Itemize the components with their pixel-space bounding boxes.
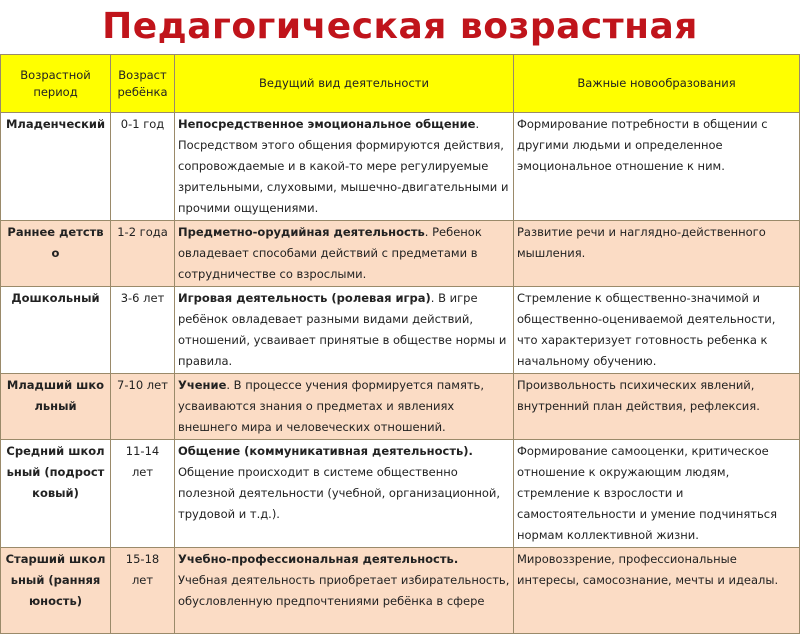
row-period: Раннее детство: [1, 221, 111, 287]
age-periodization-table: [0, 54, 800, 634]
row-period: Младенческий: [1, 113, 111, 221]
activity-description: Общение происходит в системе общественно полезной деятельности (учебной, организационной, трудовой и т.д.).: [178, 465, 501, 521]
row-formations: Развитие речи и наглядно-действенного мышления.: [514, 221, 800, 287]
row-age: 7-10 лет: [111, 374, 175, 440]
activity-title: Общение (коммуникативная деятельность).: [178, 444, 473, 458]
row-activity: [175, 548, 514, 634]
row-period: Старший школьный (ранняя юность): [1, 548, 111, 634]
table-row: [1, 113, 800, 221]
table-row: [1, 548, 800, 634]
row-age: 11-14 лет: [111, 440, 175, 548]
row-formations: Формирование потребности в общении с другими людьми и определенное эмоциональное отношение к ним.: [514, 113, 800, 221]
table-row: [1, 287, 800, 374]
row-age: 3-6 лет: [111, 287, 175, 374]
activity-title: Учение: [178, 378, 227, 392]
table-header-row: [1, 55, 800, 113]
row-activity: [175, 113, 514, 221]
activity-description: Учебная деятельность приобретает избирательность, обусловленную предпочтениями ребёнка в сфере: [178, 573, 510, 608]
activity-title: Непосредственное эмоциональное общение: [178, 117, 476, 131]
activity-title: Учебно-профессиональная деятельность.: [178, 552, 459, 566]
activity-title: Игровая деятельность (ролевая игра): [178, 291, 431, 305]
header-child-age: Возраст ребёнка: [111, 55, 175, 113]
header-age-period: Возрастной период: [1, 55, 111, 113]
row-activity: [175, 221, 514, 287]
row-formations: Стремление к общественно-значимой и общественно-оцениваемой деятельности, что характеризует готовность ребенка к начальному обучению.: [514, 287, 800, 374]
row-period: Средний школьный (подростковый): [1, 440, 111, 548]
activity-description: . Ребенок овладевает способами действий с предметами в сотрудничестве со взрослыми.: [178, 225, 482, 281]
header-new-formations: Важные новообразования: [514, 55, 800, 113]
row-formations: Мировоззрение, профессиональные интересы, самосознание, мечты и идеалы.: [514, 548, 800, 634]
row-age: 15-18 лет: [111, 548, 175, 634]
row-age: 0-1 год: [111, 113, 175, 221]
table-row: [1, 374, 800, 440]
header-leading-activity: Ведущий вид деятельности: [175, 55, 514, 113]
row-formations: Формирование самооценки, критическое отношение к окружающим людям, стремление к взрослости и самостоятельности и умение подчиняться нормам коллективной жизни.: [514, 440, 800, 548]
row-activity: [175, 287, 514, 374]
page-title: Педагогическая возрастная: [102, 6, 698, 47]
row-activity: [175, 440, 514, 548]
row-period: Дошкольный: [1, 287, 111, 374]
table-row: [1, 440, 800, 548]
activity-title: Предметно-орудийная деятельность: [178, 225, 425, 239]
row-activity: [175, 374, 514, 440]
activity-description: . В игре ребёнок овладевает разными видами действий, отношений, усваивает принятые в обществе нормы и правила.: [178, 291, 507, 368]
table-row: [1, 221, 800, 287]
activity-description: . В процессе учения формируется память, усваиваются знания о предметах и явлениях внешнего мира и человеческих отношений.: [178, 378, 484, 434]
activity-description: . Посредством этого общения формируются действия, сопровождаемые и в какой-то мере регулируемые зрительными, слуховыми, мышечно-двигательными и прочими ощущениями.: [178, 117, 509, 215]
row-age: 1-2 года: [111, 221, 175, 287]
row-period: Младший школьный: [1, 374, 111, 440]
row-formations: Произвольность психических явлений, внутренний план действия, рефлексия.: [514, 374, 800, 440]
